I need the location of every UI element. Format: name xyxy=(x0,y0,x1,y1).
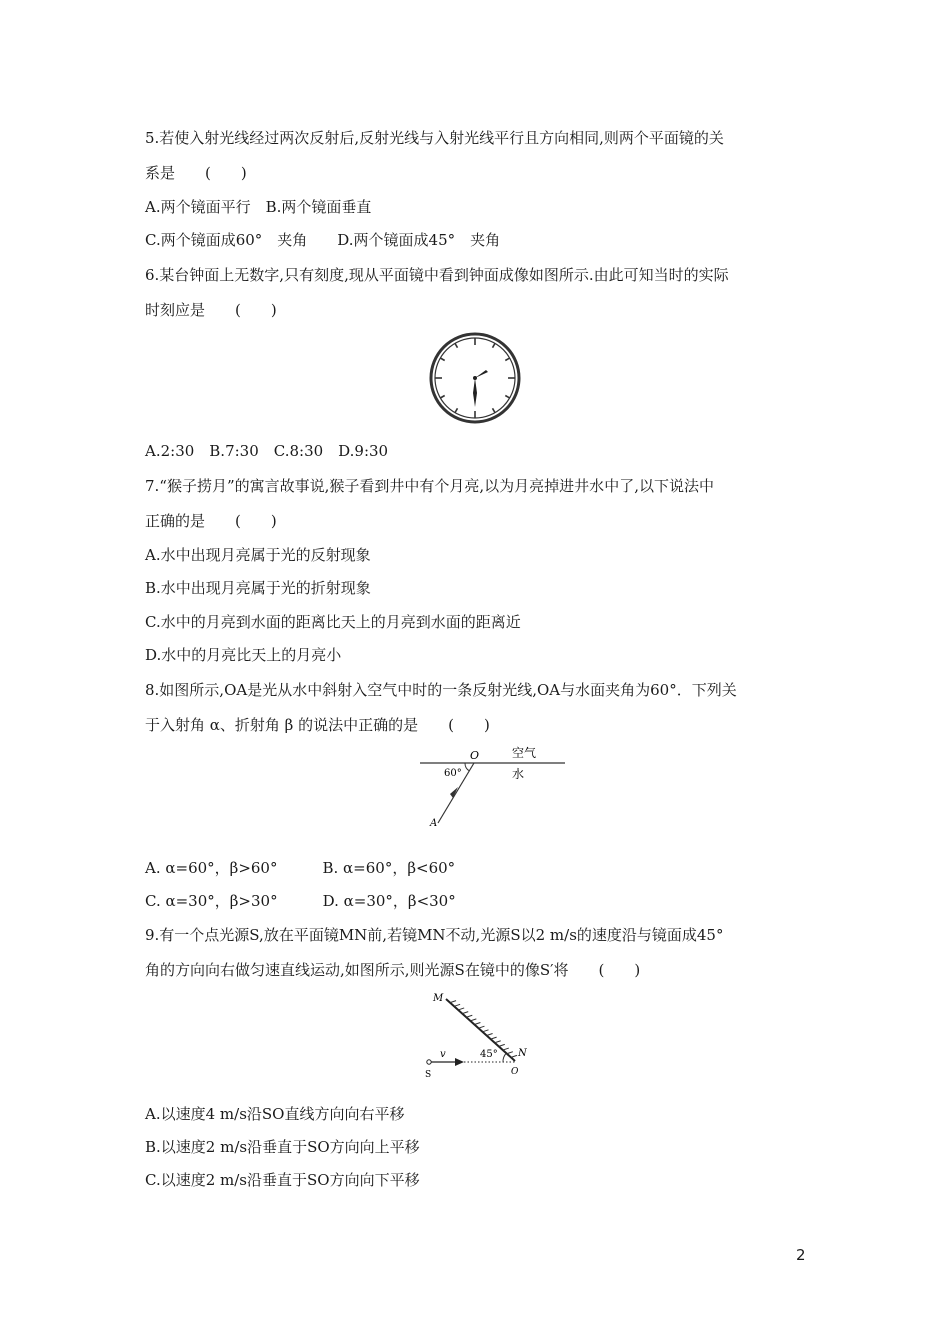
mirror-hatch-mark xyxy=(458,1008,464,1010)
clock-minute-hand xyxy=(473,378,477,407)
mirror-hatch-mark xyxy=(511,1055,517,1057)
q9-stem-line1: 9.有一个点光源S,放在平面镜MN前,若镜MN不动,光源S以2 m/s的速度沿与镜面成45° xyxy=(145,926,724,944)
clock-tick xyxy=(505,358,509,361)
clock-hour-hand xyxy=(475,370,488,378)
mirror-hatch-mark xyxy=(495,1041,501,1043)
mirror-hatch-mark xyxy=(487,1033,493,1035)
velocity-arrow xyxy=(455,1058,464,1066)
mirror-hatch-mark xyxy=(478,1026,484,1028)
mirror-hatch-mark xyxy=(454,1004,460,1006)
mirror-hatch-mark xyxy=(483,1030,489,1032)
q7-stem-line2: 正确的是 ( ) xyxy=(145,512,277,530)
point-o-label: O xyxy=(470,749,480,762)
mirror-hatch-mark xyxy=(450,1001,456,1003)
mirror-hatch-mark xyxy=(474,1023,480,1025)
clock-tick xyxy=(505,396,509,399)
label-m: M xyxy=(433,993,444,1004)
q9-option-b: B.以速度2 m/s沿垂直于SO方向向上平移 xyxy=(145,1138,420,1156)
page-number: 2 xyxy=(796,1246,806,1264)
q8-options-ab: A. α=60°，β>60° B. α=60°，β<60° xyxy=(145,859,456,877)
q6-stem-line2: 时刻应是 ( ) xyxy=(145,301,277,319)
label-v: v xyxy=(440,1049,446,1060)
q5-stem-line1: 5.若使入射光线经过两次反射后,反射光线与入射光线平行且方向相同,则两个平面镜的关 xyxy=(145,129,724,147)
q5-stem-line2: 系是 ( ) xyxy=(145,164,247,182)
q8-stem-line2: 于入射角 α、折射角 β 的说法中正确的是 ( ) xyxy=(145,716,490,734)
angle-label: 60° xyxy=(444,768,462,779)
air-label: 空气 xyxy=(512,746,537,760)
q7-option-c: C.水中的月亮到水面的距离比天上的月亮到水面的距离近 xyxy=(145,613,521,631)
clock-tick xyxy=(440,396,444,399)
clock-tick xyxy=(455,343,458,347)
mirror-hatch-mark xyxy=(491,1037,497,1039)
label-s: S xyxy=(425,1070,432,1080)
mirror-motion-figure xyxy=(418,989,536,1081)
mirror-hatch-mark xyxy=(462,1012,468,1014)
mirror-clock-figure xyxy=(428,331,522,425)
point-a-label: A xyxy=(430,818,438,829)
clock-tick xyxy=(493,343,496,347)
clock-tick xyxy=(493,408,496,412)
q6-options: A.2:30 B.7:30 C.8:30 D.9:30 xyxy=(145,442,389,460)
q9-option-a: A.以速度4 m/s沿SO直线方向向右平移 xyxy=(145,1105,405,1123)
q7-stem-line1: 7.“猴子捞月”的寓言故事说,猴子看到井中有个月亮,以为月亮掉进井水中了,以下说法中 xyxy=(145,477,714,495)
water-label: 水 xyxy=(512,767,525,781)
clock-tick xyxy=(455,408,458,412)
label-o: O xyxy=(511,1067,519,1077)
q9-option-c: C.以速度2 m/s沿垂直于SO方向向下平移 xyxy=(145,1171,420,1189)
q8-options-cd: C. α=30°，β>30° D. α=30°，β<30° xyxy=(145,892,456,910)
mirror-hatch-mark xyxy=(499,1044,505,1046)
q6-stem-line1: 6.某台钟面上无数字,只有刻度,现从平面镜中看到钟面成像如图所示.由此可知当时的实际 xyxy=(145,266,729,284)
q7-option-b: B.水中出现月亮属于光的折射现象 xyxy=(145,579,371,597)
angle-arc xyxy=(465,763,470,771)
mirror-hatch-mark xyxy=(466,1015,472,1017)
reflection-figure xyxy=(420,743,565,829)
mirror-hatch-mark xyxy=(507,1052,513,1054)
q5-options-cd: C.两个镜面成60° 夹角 D.两个镜面成45° 夹角 xyxy=(145,231,501,249)
mirror-hatch-mark xyxy=(503,1048,509,1050)
mirror-hatch-mark xyxy=(470,1019,476,1021)
q8-stem-line1: 8.如图所示,OA是光从水中斜射入空气中时的一条反射光线,OA与水面夹角为60°．下列关 xyxy=(145,681,737,699)
q9-stem-line2: 角的方向向右做匀速直线运动,如图所示,则光源S在镜中的像S′将 ( ) xyxy=(145,961,641,979)
angle-45-label: 45° xyxy=(480,1049,498,1060)
angle-arc-45 xyxy=(503,1054,506,1063)
q5-options-ab: A.两个镜面平行 B.两个镜面垂直 xyxy=(145,198,372,216)
q7-option-d: D.水中的月亮比天上的月亮小 xyxy=(145,646,342,664)
clock-tick xyxy=(440,358,444,361)
clock-center xyxy=(473,376,477,380)
q7-option-a: A.水中出现月亮属于光的反射现象 xyxy=(145,546,371,564)
light-source-s xyxy=(427,1060,431,1064)
label-n: N xyxy=(518,1048,527,1059)
